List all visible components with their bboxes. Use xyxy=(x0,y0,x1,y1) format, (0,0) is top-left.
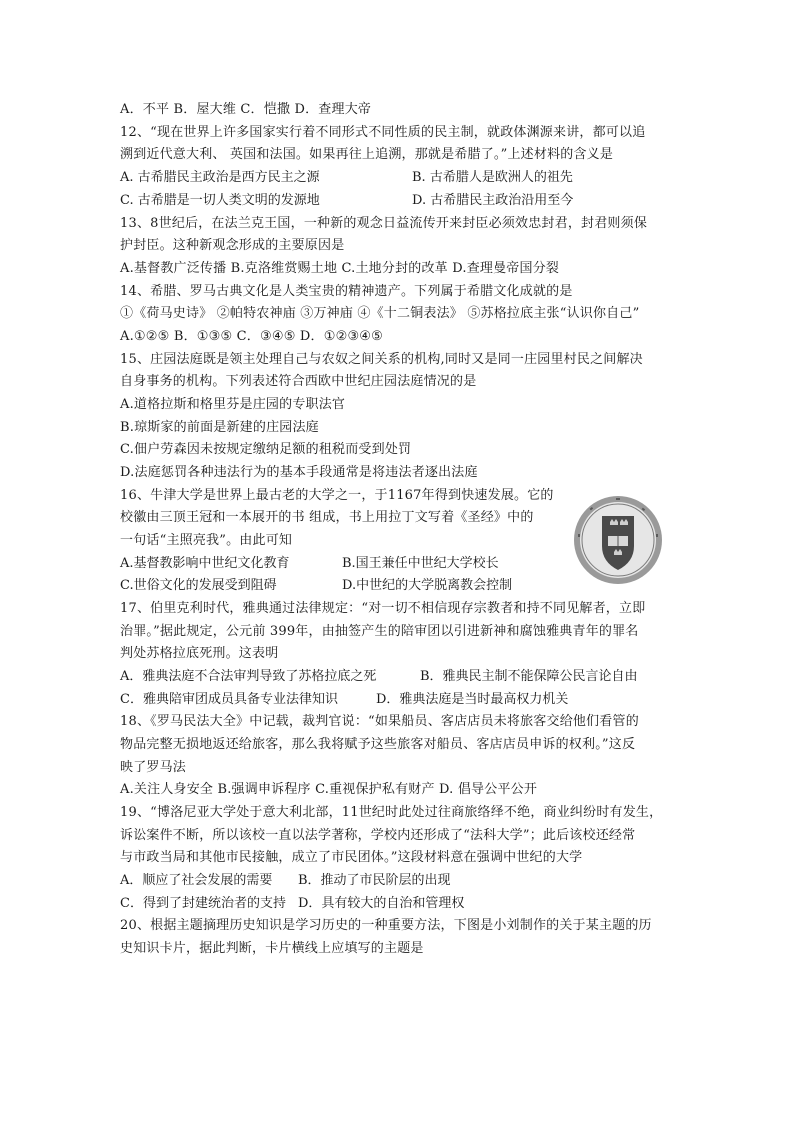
q12-option-d: D. 古希腊民主政治沿用至今 xyxy=(412,193,574,208)
q16-option-a: A.基督教影响中世纪文化教育 xyxy=(120,556,290,571)
q19-option-b: B．推动了市民阶层的出现 xyxy=(298,873,451,888)
q20-stem-line-2: 史知识卡片，据此判断，卡片横线上应填写的主题是 xyxy=(120,941,424,956)
q12-option-b: B. 古希腊人是欧洲人的祖先 xyxy=(412,170,573,185)
q13-stem-line-2: 护封臣。这种新观念形成的主要原因是 xyxy=(120,238,345,253)
q15-option-b: B.琼斯家的前面是新建的庄园法庭 xyxy=(120,420,319,435)
q20-stem-line-1: 20、根据主题摘理历史知识是学习历史的一种重要方法，下图是小刘制作的关于某主题的历 xyxy=(120,918,652,933)
q14-stem-line-2: ①《荷马史诗》 ②帕特农神庙 ③万神庙 ④《十二铜表法》 ⑤苏格拉底主张“认识你自己” xyxy=(120,306,640,321)
q15-stem-line-1: 15、庄园法庭既是领主处理自己与农奴之间关系的机构,同时又是同一庄园里村民之间解决 xyxy=(120,352,643,367)
q16-stem-line-1: 16、牛津大学是世界上最古老的大学之一，于1167年得到快速发展。它的 xyxy=(120,488,554,503)
q17-option-a: A．雅典法庭不合法审判导致了苏格拉底之死 xyxy=(120,669,377,684)
q17-option-c: C．雅典陪审团成员具备专业法律知识 xyxy=(120,692,338,707)
university-seal-image xyxy=(572,494,664,586)
q17-option-b: B．雅典民主制不能保障公民言论自由 xyxy=(420,669,638,684)
q12-stem-line-1: 12、“现在世界上许多国家实行着不同形式不同性质的民主制，就政体渊源来讲，都可以追 xyxy=(120,125,646,140)
q15-stem-line-2: 自身事务的机构。下列表述符合西欧中世纪庄园法庭情况的是 xyxy=(120,374,477,389)
q19-option-a: A．顺应了社会发展的需要 xyxy=(120,873,273,888)
q13-stem-line-1: 13、8世纪后，在法兰克王国，一种新的观念日益流传开来封臣必须效忠封君，封君则须保 xyxy=(120,216,648,231)
q15-option-d: D.法庭惩罚各种违法行为的基本手段通常是将违法者逐出法庭 xyxy=(120,465,478,480)
q18-stem-line-2: 物品完整无损地返还给旅客，那么我将赋予这些旅客对船员、客店店员申诉的权利。”这反 xyxy=(120,737,636,752)
q13-options: A.基督教广泛传播 B.克洛维赏赐土地 C.土地分封的改革 D.查理曼帝国分裂 xyxy=(120,261,560,276)
q18-stem-line-1: 18、《罗马民法大全》中记载，裁判官说：“如果船员、客店店员未将旅客交给他们看管的 xyxy=(120,714,639,729)
q19-options-row-1 xyxy=(120,872,680,890)
q19-stem-line-1: 19、“博洛尼亚大学处于意大利北部，11世纪时此处过往商旅络绎不绝，商业纠纷时有发生， xyxy=(120,805,663,820)
q16-stem-line-3: 一句话“主照亮我”。由此可知 xyxy=(120,533,293,548)
q12-options-row-2 xyxy=(120,192,680,210)
q17-stem-line-1: 17、伯里克利时代，雅典通过法律规定：“对一切不相信现存宗教者和持不同见解者，立即 xyxy=(120,601,646,616)
q19-option-d: D．具有较大的自治和管理权 xyxy=(298,896,465,911)
q17-option-d: D．雅典法庭是当时最高权力机关 xyxy=(376,692,569,707)
q15-option-c: C.佃户劳森因未按规定缴纳足额的租税而受到处罚 xyxy=(120,442,412,457)
q12-option-c: C. 古希腊是一切人类文明的发源地 xyxy=(120,193,320,208)
q17-stem-line-2: 治罪。”据此规定，公元前 399年，由抽签产生的陪审团以引进新神和腐蚀雅典青年的罪名 xyxy=(120,624,639,639)
q17-stem-line-3: 判处苏格拉底死刑。这表明 xyxy=(120,646,279,661)
q19-options-row-2 xyxy=(120,895,680,913)
q12-option-a: A. 古希腊民主政治是西方民主之源 xyxy=(120,170,320,185)
q11-options: A．不平 B．屋大维 C．恺撒 D．查理大帝 xyxy=(120,102,372,117)
q16-option-c: C.世俗文化的发展受到阻碍 xyxy=(120,578,277,593)
q16-option-d: D.中世纪的大学脱离教会控制 xyxy=(342,578,513,593)
q12-stem-line-2: 溯到近代意大利、 英国和法国。如果再往上追溯，那就是希腊了。”上述材料的含义是 xyxy=(120,147,614,162)
q16-option-b: B.国王兼任中世纪大学校长 xyxy=(342,556,499,571)
q18-stem-line-3: 映了罗马法 xyxy=(120,760,187,775)
q19-stem-line-3: 与市政当局和其他市民接触，成立了市民团体。”这段材料意在强调中世纪的大学 xyxy=(120,850,583,865)
q19-stem-line-2: 诉讼案件不断，所以该校一直以法学著称，学校内还形成了“法科大学”；此后该校还经常 xyxy=(120,828,636,843)
q18-options: A.关注人身安全 B.强调申诉程序 C.重视保护私有财产 D. 倡导公平公开 xyxy=(120,782,538,797)
q14-stem-line-1: 14、希腊、罗马古典文化是人类宝贵的精神遗产。下列属于希腊文化成就的是 xyxy=(120,284,573,299)
q15-option-a: A.道格拉斯和格里芬是庄园的专职法官 xyxy=(120,397,346,412)
q14-options: A.①②⑤ B．①③⑤ C．③④⑤ D．①②③④⑤ xyxy=(120,329,384,344)
q16-stem-line-2: 校徽由三顶王冠和一本展开的书 组成，书上用拉丁文写着《圣经》中的 xyxy=(120,510,534,525)
q12-options-row-1 xyxy=(120,169,680,187)
q17-options-row-2 xyxy=(120,691,680,709)
q17-options-row-1 xyxy=(120,668,680,686)
q19-option-c: C．得到了封建统治者的支持 xyxy=(120,896,286,911)
